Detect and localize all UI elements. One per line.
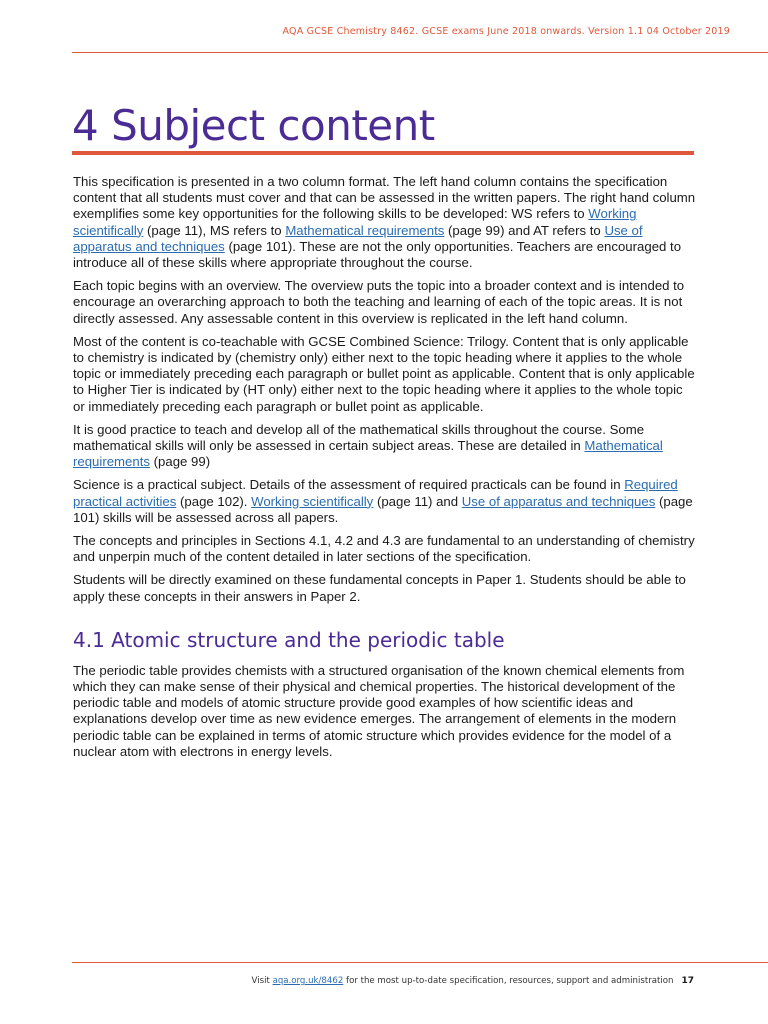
paragraph-format: This specification is presented in a two column format. The left hand column contains the specification content that all students must cover and that can be assessed in the written papers. The right hand column exemplifies some key opportunities for the following skills to be developed: WS refers to Working scientifically (page 11), MS refers to Mathematical requirements (page 99) and AT refers to Use of apparatus and techniques (page 101). These are not the only opportunities. Teachers are encouraged to introduce all of these skills where appropriate throughout the course. <box>73 174 696 271</box>
paragraph-concepts: The concepts and principles in Sections 4.1, 4.2 and 4.3 are fundamental to an understanding of chemistry and unperpin much of the content detailed in later sections of the specification. <box>73 533 695 565</box>
link-mathematical-requirements[interactable]: Mathematical requirements <box>285 222 445 238</box>
paragraph-overview: Each topic begins with an overview. The overview puts the topic into a broader context and is intended to encourage an overarching approach to both the teaching and learning of each of the topic areas. It is not directly assessed. Any assessable content in this overview is replicated in the left hand column. <box>73 278 685 326</box>
title-underline <box>72 151 694 155</box>
link-working-scientifically-2[interactable]: Working scientifically <box>251 493 374 509</box>
paragraph-periodic-table: The periodic table provides chemists with a structured organisation of the known chemical elements from which they can make sense of their physical and chemical properties. The historical development of the periodic table and models of atomic structure provide good examples of how scientific ideas and explanations develop over time as new evidence emerges. The arrangement of elements in the modern periodic table can be explained in terms of atomic structure which provides evidence for the model of a nuclear atom with electrons in energy levels. <box>73 662 685 759</box>
link-mathematical-requirements-2[interactable]: Mathematical requirements <box>73 438 663 470</box>
main-content <box>73 174 697 767</box>
link-required-practical-activities[interactable]: Required practical activities <box>73 477 678 509</box>
link-use-of-apparatus[interactable]: Use of apparatus and techniques <box>73 222 643 254</box>
link-aqa-website[interactable]: aqa.org.uk/8462 <box>272 976 344 986</box>
page-number: 17 <box>681 976 694 986</box>
paragraph-co-teachable: Most of the content is co-teachable with GCSE Combined Science: Trilogy. Content that is only applicable to chemistry is indicated by (chemistry only) either next to the topic heading where it applies to the whole topic or immediately preceding each paragraph or bullet point as applicable. Content that is only applicable to Higher Tier is indicated by (HT only) either next to the topic heading where it applies to the whole topic or immediately preceding each paragraph or bullet point as applicable. <box>73 333 695 414</box>
page-title: 4 Subject content <box>72 101 435 150</box>
section-heading: 4.1 Atomic structure and the periodic table <box>73 627 505 652</box>
paragraph-practical: Science is a practical subject. Details of the assessment of required practicals can be found in Required practical activities (page 102). Working scientifically (page 11) and Use of apparatus and techniques (page 101) skills will be assessed across all papers. <box>73 477 693 525</box>
page-footer: Visit aqa.org.uk/8462 for the most up-to-date specification, resources, support and administration 17 <box>251 976 694 986</box>
link-working-scientifically[interactable]: Working scientifically <box>73 206 637 238</box>
paragraph-examined: Students will be directly examined on these fundamental concepts in Paper 1. Students should be able to apply these concepts in their answers in Paper 2. <box>73 572 686 604</box>
link-use-of-apparatus-2[interactable]: Use of apparatus and techniques <box>461 493 656 509</box>
running-header: AQA GCSE Chemistry 8462. GCSE exams June 2018 onwards. Version 1.1 04 October 2019 <box>282 26 730 37</box>
header-divider <box>72 52 768 53</box>
paragraph-math-skills: It is good practice to teach and develop all of the mathematical skills throughout the course. Some mathematical skills will only be assessed in certain subject areas. These are detailed in Mathematical requirements (page 99) <box>73 421 663 470</box>
footer-divider <box>72 962 768 963</box>
